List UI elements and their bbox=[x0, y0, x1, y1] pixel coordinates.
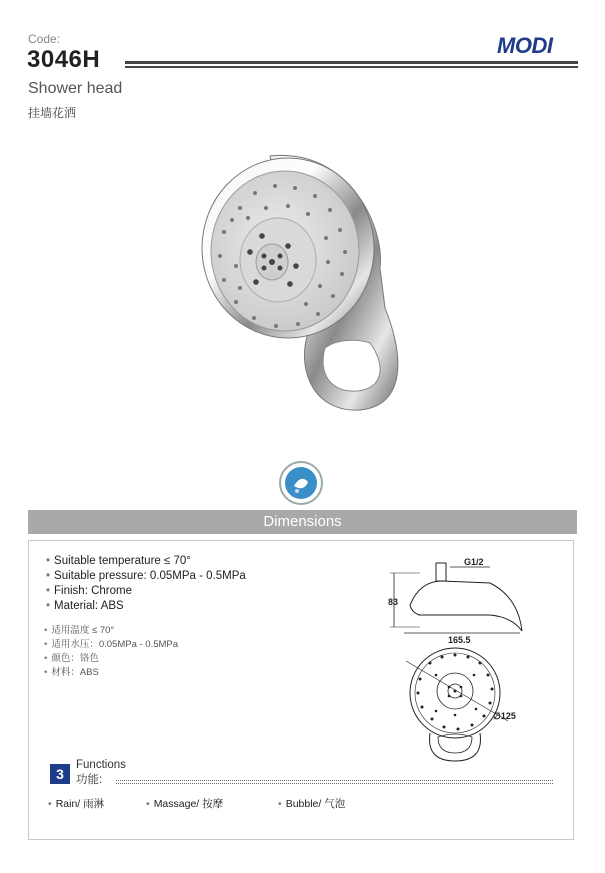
spec-cn-item: • 适用水压：0.05MPa - 0.5MPa bbox=[44, 639, 179, 650]
product-title-cn: 挂墙花洒 bbox=[28, 106, 77, 120]
spec-cn-item: • 适用温度 ≤ 70° bbox=[44, 625, 115, 636]
code-label: Code: bbox=[28, 32, 61, 46]
shower-head-product-image bbox=[200, 148, 410, 423]
product-title-en: Shower head bbox=[28, 80, 123, 97]
dimensions-title: Dimensions bbox=[263, 513, 342, 530]
spec-cn-item: • 材料：ABS bbox=[44, 667, 99, 678]
spec-en-item: • Suitable temperature ≤ 70° bbox=[46, 555, 191, 567]
functions-rule bbox=[116, 780, 553, 781]
thread-label: G1/2 bbox=[464, 557, 484, 567]
function-item-massage: • Massage/ 按摩 bbox=[146, 798, 224, 810]
functions-title-en: Functions bbox=[76, 759, 126, 771]
diameter-label: ∅125 bbox=[493, 711, 516, 721]
functions-rule bbox=[116, 783, 553, 784]
function-item-bubble: • Bubble/ 气泡 bbox=[278, 798, 346, 810]
spec-cn-item: • 颜色：铬色 bbox=[44, 653, 99, 664]
height-label: 83 bbox=[388, 597, 399, 607]
function-item-rain: • Rain/ 雨淋 bbox=[48, 798, 105, 810]
dimensions-bar bbox=[28, 510, 577, 534]
spec-en-item: • Suitable pressure: 0.05MPa - 0.5MPa bbox=[46, 570, 246, 582]
spec-en-item: • Material: ABS bbox=[46, 600, 124, 612]
header-rule bbox=[125, 61, 578, 68]
technical-drawing bbox=[380, 553, 530, 768]
product-code: 3046H bbox=[27, 46, 101, 73]
spec-en-item: • Finish: Chrome bbox=[46, 585, 132, 597]
water-drop-badge-icon bbox=[278, 460, 324, 506]
functions-count-badge: 3 bbox=[50, 764, 70, 784]
brand-logo: MODI bbox=[497, 33, 553, 58]
width-label: 165.5 bbox=[448, 635, 471, 645]
functions-title-cn: 功能: bbox=[76, 774, 103, 786]
